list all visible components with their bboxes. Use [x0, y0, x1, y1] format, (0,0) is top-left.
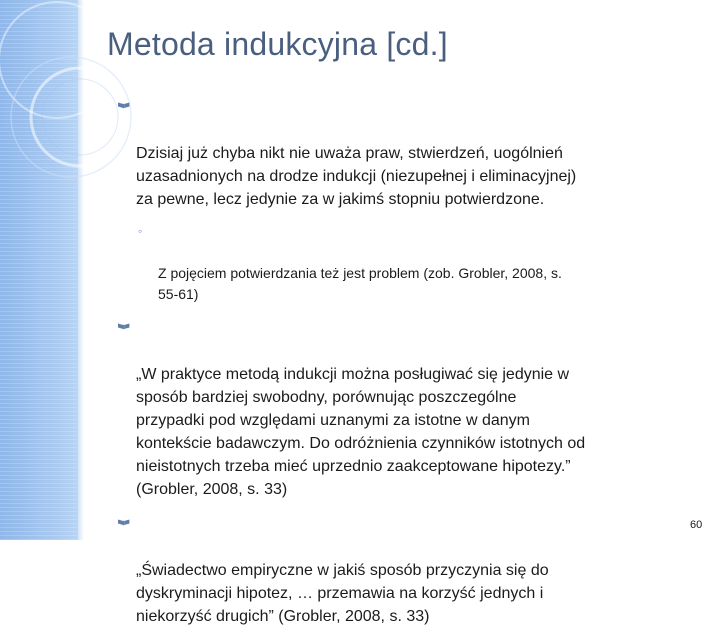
band-edge-fade: [78, 0, 84, 540]
left-decorative-band: [0, 0, 78, 540]
bullet-item: [116, 96, 706, 211]
book-bullet-icon: [116, 513, 132, 536]
slide-title: Metoda indukcyjna [cd.]: [107, 26, 448, 62]
bullet-text: „W praktyce metodą indukcji można posługiwać się jedynie w sposób bardziej swobodny, porównując poszczególne przypadki pod względami uznanymi za istotne w danym kontekście badawczym. Do odróżnienia czynników istotnych od nieistotnych trzeba mieć uprzednio zaakceptowane hipotezy.” (Grobler, 2008, s. 33): [136, 366, 586, 498]
sub-bullet-text: Z pojęciem potwierdzania też jest problem (zob. Grobler, 2008, s. 55-61): [158, 265, 562, 302]
slide-content: [116, 96, 706, 640]
bullet-text: Dzisiaj już chyba nikt nie uważa praw, stwierdzeń, uogólnień uzasadnionych na drodze indukcji (niezupełnej i eliminacyjnej) za pewne, lecz jedynie za w jakimś stopniu potwierdzone.: [136, 145, 577, 208]
small-ring-bullet-icon: ◦: [138, 224, 143, 238]
book-bullet-icon: [116, 317, 132, 340]
bullet-item: [116, 317, 706, 501]
book-bullet-icon: [116, 96, 132, 119]
bullet-item: [116, 513, 706, 628]
bullet-text: „Świadectwo empiryczne w jakiś sposób przyczynia się do dyskryminacji hipotez, … przemawia na korzyść jednych i niekorzyść drugich” (Grobler, 2008, s. 33): [136, 562, 549, 625]
sub-bullet-item: [138, 221, 706, 305]
page-number: 60: [690, 519, 703, 531]
